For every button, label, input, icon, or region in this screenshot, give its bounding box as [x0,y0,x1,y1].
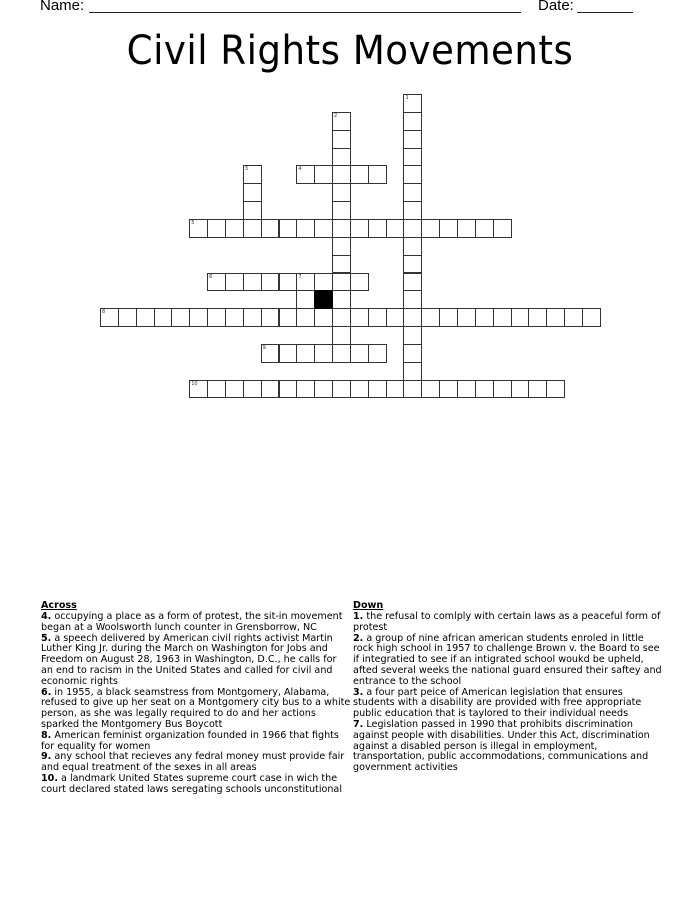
crossword-cell[interactable] [296,273,315,292]
clue-down-1 [353,612,663,634]
crossword-cell[interactable] [279,380,298,399]
clue-text: a four part peice of American legislation that ensures students with a disability are provided with free appropriate public education that is taylored to their individual needs [353,686,642,720]
crossword-cell[interactable] [332,183,351,202]
clue-number: 1. [353,611,364,622]
crossword-cell[interactable] [350,165,369,184]
crossword-cell[interactable] [493,219,512,238]
crossword-cell[interactable] [296,308,315,327]
crossword-cell[interactable] [403,362,422,381]
clue-number: 5. [41,632,52,644]
crossword-cell[interactable] [403,148,422,167]
crossword-cell[interactable] [403,326,422,345]
crossword-cell[interactable] [457,219,476,238]
clue-across-4 [41,612,351,634]
crossword-cell[interactable] [403,273,422,292]
clue-text: occupying a place as a form of protest, the sit-in movement began at a Woolsworth lunch counter in Grensborrow, NC [41,611,343,633]
cell-number: 3 [244,166,248,173]
clue-across-8 [41,731,351,753]
cell-number: 6 [209,273,213,280]
clue-across-10 [41,774,351,796]
crossword-cell[interactable] [439,219,458,238]
crossword-cell[interactable] [296,380,315,399]
clue-number: 4. [41,611,52,622]
down-heading: Down [353,600,384,611]
crossword-cell[interactable] [296,344,315,363]
crossword-cell[interactable] [350,344,369,363]
crossword-cell[interactable] [332,290,351,309]
crossword-cell[interactable] [332,326,351,345]
across-clues [41,600,351,796]
clue-number: 7. [353,718,364,730]
crossword-cell[interactable] [582,308,601,327]
crossword-cell[interactable] [546,308,565,327]
clue-text: a group of nine african american students enroled in little rock high school in 1957 to challenge Brown v. the Board to see if integratied to see if an intigrated school woukd be upheld, afted several weeks the national guard ensured their saftey and entrance to the school [353,632,662,687]
crossword-cell[interactable] [279,344,298,363]
crossword-cell[interactable] [403,112,422,131]
crossword-cell[interactable] [528,308,547,327]
crossword-cell[interactable] [207,219,226,238]
crossword-cell[interactable] [386,219,405,238]
crossword-cell[interactable] [189,308,208,327]
crossword-cell[interactable] [368,308,387,327]
crossword-cell[interactable] [386,308,405,327]
crossword-cell[interactable] [511,308,530,327]
crossword-cell[interactable] [296,165,315,184]
crossword-cell[interactable] [100,308,119,327]
crossword-cell[interactable] [314,308,333,327]
crossword-cell[interactable] [189,219,208,238]
crossword-cell[interactable] [261,273,280,292]
crossword-cell[interactable] [350,219,369,238]
crossword-cell[interactable] [332,148,351,167]
crossword-cell[interactable] [154,308,173,327]
cell-number: 8 [102,309,106,316]
crossword-cell[interactable] [118,308,137,327]
crossword-cell[interactable] [332,273,351,292]
crossword-cell[interactable] [403,380,422,399]
crossword-cell[interactable] [261,344,280,363]
clue-number: 3. [353,686,364,698]
crossword-cell[interactable] [493,308,512,327]
crossword-cell[interactable] [243,201,262,220]
crossword-cell[interactable] [314,165,333,184]
crossword-cell[interactable] [457,380,476,399]
clue-number: 6. [41,686,52,698]
crossword-cell[interactable] [350,273,369,292]
clue-number: 8. [41,729,52,741]
crossword-cell[interactable] [403,237,422,256]
crossword-cell[interactable] [439,308,458,327]
cell-number: 4 [298,166,302,173]
clue-text: the refusal to comlply with certain laws as a peaceful form of protest [353,611,661,633]
crossword-cell[interactable] [350,380,369,399]
crossword-cell[interactable] [368,344,387,363]
crossword-cell[interactable] [314,273,333,292]
clue-down-7 [353,720,663,774]
date-label: Date: [538,0,574,14]
clue-number: 2. [353,632,364,644]
crossword-cell[interactable] [243,380,262,399]
clue-down-2 [353,634,663,688]
crossword-cell[interactable] [403,94,422,113]
crossword-cell[interactable] [403,201,422,220]
crossword-cell[interactable] [332,237,351,256]
crossword-cell[interactable] [243,165,262,184]
crossword-cell[interactable] [475,219,494,238]
crossword-cell[interactable] [332,308,351,327]
crossword-cell[interactable] [511,380,530,399]
crossword-cell[interactable] [386,380,405,399]
clue-text: any school that recieves any fedral money must provide fair and equal treatment of the sexes in all areas [41,751,345,774]
cell-number: 7 [298,273,302,280]
crossword-cell[interactable] [243,219,262,238]
crossword-cell[interactable] [261,308,280,327]
clue-across-6 [41,688,351,731]
crossword-cell[interactable] [136,308,155,327]
crossword-cell[interactable] [475,380,494,399]
crossword-cell[interactable] [207,308,226,327]
crossword-cell[interactable] [475,308,494,327]
crossword-cell[interactable] [225,273,244,292]
crossword-cell[interactable] [368,165,387,184]
crossword-cell[interactable] [314,219,333,238]
clue-across-5 [41,634,351,688]
crossword-cell[interactable] [279,308,298,327]
crossword-cell[interactable] [225,219,244,238]
crossword-cell[interactable] [403,130,422,149]
clue-number: 10. [41,772,58,784]
crossword-cell[interactable] [314,344,333,363]
clue-text: American feminist organization founded in 1966 that fights for equality for women [41,729,339,752]
crossword-cell[interactable] [332,219,351,238]
crossword-cell[interactable] [403,219,422,238]
crossword-cell[interactable] [528,380,547,399]
crossword-cell[interactable] [493,380,512,399]
crossword-cell[interactable] [368,380,387,399]
crossword-cell[interactable] [403,344,422,363]
clue-text: a speech delivered by American civil rights activist Martin Luther King Jr. during the March on Washington for Jobs and Freedom on August 28, 1963 in Washington, D.C., he calls for an end to racism in the United States and called for civil and economic rights [41,632,337,687]
crossword-cell[interactable] [439,380,458,399]
name-label: Name: [40,0,85,14]
crossword-cell[interactable] [243,308,262,327]
page-title: Civil Rights Movements [126,28,574,74]
crossword-cell[interactable] [279,273,298,292]
crossword-cell[interactable] [421,219,440,238]
crossword-cell[interactable] [421,308,440,327]
cell-number: 10 [191,380,198,387]
crossword-cell[interactable] [279,219,298,238]
crossword-cell[interactable] [189,380,208,399]
crossword-cell[interactable] [332,201,351,220]
clue-down-3 [353,688,663,720]
crossword-black-cell [314,290,333,309]
cell-number: 2 [334,112,338,119]
crossword-cell[interactable] [403,290,422,309]
clue-text: Legislation passed in 1990 that prohibits discrimination against people with disabilities. Under this Act, discrimination against a disabled person is illegal in employment, transportation, public accommodations, communications and government activities [353,718,650,774]
crossword-cell[interactable] [314,380,333,399]
down-clues [353,600,663,774]
clue-across-9 [41,752,351,774]
cell-number: 9 [262,344,266,351]
crossword-cell[interactable] [332,165,351,184]
crossword-cell[interactable] [403,165,422,184]
crossword-cell[interactable] [332,112,351,131]
cell-number: 5 [191,219,195,226]
crossword-cell[interactable] [332,130,351,149]
crossword-cell[interactable] [332,255,351,274]
crossword-cell[interactable] [368,219,387,238]
crossword-cell[interactable] [207,380,226,399]
crossword-cell[interactable] [243,273,262,292]
crossword-cell[interactable] [403,308,422,327]
crossword-cell[interactable] [457,308,476,327]
clue-text: in 1955, a black seamstress from Montgomery, Alabama, refused to give up her seat on a Montgomery city bus to a white person, as she was legally required to do and her actions sparked the Montgomery Bus Boycott [41,686,351,730]
across-heading: Across [41,600,77,611]
crossword-grid [0,0,700,420]
crossword-cell[interactable] [332,380,351,399]
crossword-cell[interactable] [350,308,369,327]
crossword-cell[interactable] [225,380,244,399]
crossword-cell[interactable] [243,183,262,202]
crossword-cell[interactable] [403,255,422,274]
clue-text: a landmark United States supreme court case in wich the court declared stated laws seregating schools unconstitutional [41,772,342,795]
crossword-cell[interactable] [261,380,280,399]
clue-number: 9. [41,751,52,763]
cell-number: 1 [405,95,409,101]
crossword-cell[interactable] [546,380,565,399]
crossword-cell[interactable] [171,308,190,327]
crossword-cell[interactable] [296,219,315,238]
crossword-cell[interactable] [332,344,351,363]
crossword-cell[interactable] [403,183,422,202]
crossword-cell[interactable] [261,219,280,238]
crossword-cell[interactable] [225,308,244,327]
crossword-cell[interactable] [564,308,583,327]
crossword-cell[interactable] [421,380,440,399]
crossword-cell[interactable] [296,290,315,309]
crossword-cell[interactable] [207,273,226,292]
